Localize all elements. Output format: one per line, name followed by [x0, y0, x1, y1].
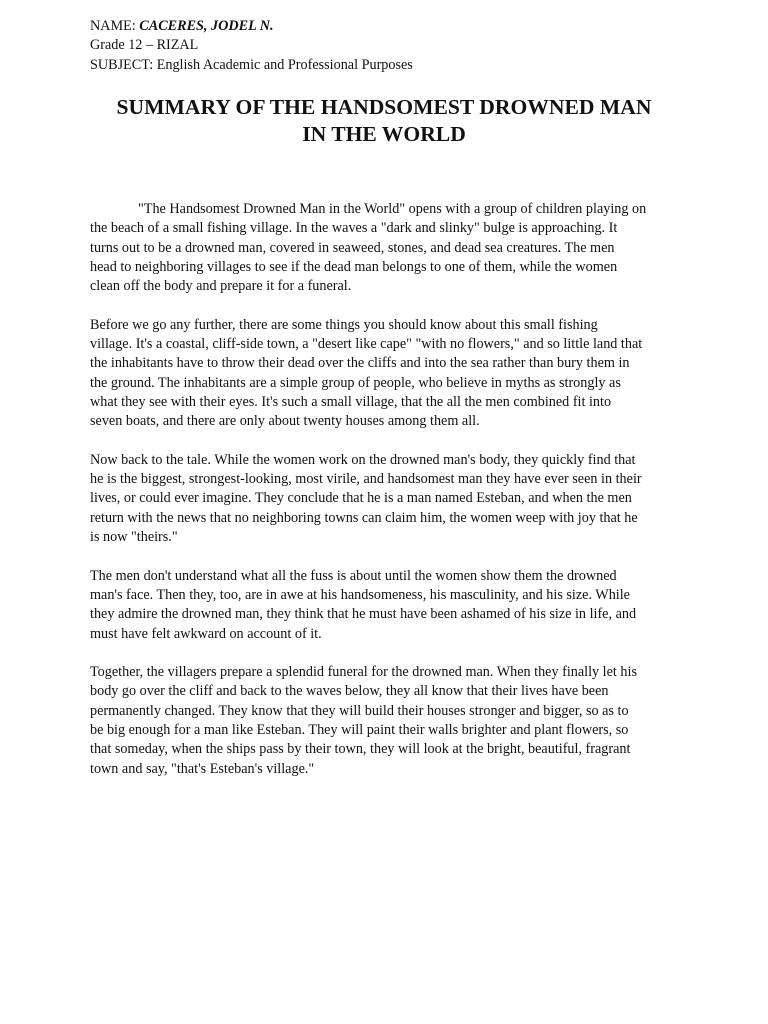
text-line: permanently changed. They know that they will build their houses stronger and bigger, so as to: [90, 702, 629, 719]
text-line: be big enough for a man like Esteban. They will paint their walls brighter and plant flowers, so: [90, 722, 629, 739]
text-line: clean off the body and prepare it for a funeral.: [90, 278, 352, 295]
text-line: they admire the drowned man, they think that he must have been ashamed of his size in life, and: [90, 606, 637, 623]
text-line: turns out to be a drowned man, covered in seaweed, stones, and dead sea creatures. The men: [90, 239, 615, 256]
text-line: seven boats, and there are only about twenty houses among them all.: [90, 413, 480, 430]
text-line: man's face. Then they, too, are in awe at his handsomeness, his masculinity, and his size. While: [90, 586, 630, 603]
text-line: what they see with their eyes. It's such a small village, that the all the men combined fit into: [90, 393, 612, 410]
student-name: CACERES, JODEL N.: [139, 18, 274, 34]
text-line: head to neighboring villages to see if the dead man belongs to one of them, while the women: [90, 258, 618, 275]
document-body: [90, 200, 680, 798]
paragraph-5: [90, 663, 680, 779]
subject-line: SUBJECT: English Academic and Professional Purposes: [90, 56, 413, 73]
grade-line: Grade 12 – RIZAL: [90, 37, 199, 54]
text-line: The men don't understand what all the fuss is about until the women show them the drowned: [90, 567, 617, 584]
text-line: the inhabitants have to throw their dead over the cliffs and into the sea rather than bury them in: [90, 355, 630, 372]
text-line: he is the biggest, strongest-looking, most virile, and handsomest man they have ever seen in their: [90, 471, 642, 488]
document-title: [80, 94, 688, 147]
name-label: NAME:: [90, 18, 140, 34]
text-line: Now back to the tale. While the women work on the drowned man's body, they quickly find that: [90, 451, 636, 468]
text-line: town and say, "that's Esteban's village.": [90, 760, 315, 777]
paragraph-2: [90, 316, 680, 432]
paragraph-1: [90, 200, 680, 296]
paragraph-3: [90, 451, 680, 547]
text-line: body go over the cliff and back to the waves below, they all know that their lives have been: [90, 683, 609, 700]
text-line: the ground. The inhabitants are a simple group of people, who believe in myths as strongly as: [90, 374, 621, 391]
title-line: IN THE WORLD: [302, 121, 466, 146]
text-line: return with the news that no neighboring towns can claim him, the women weep with joy that he: [90, 509, 638, 526]
paragraph-4: [90, 567, 680, 644]
title-line: SUMMARY OF THE HANDSOMEST DROWNED MAN: [116, 95, 652, 119]
text-line: the beach of a small fishing village. In the waves a "dark and slinky" bulge is approaching. It: [90, 220, 618, 237]
text-line: village. It's a coastal, cliff-side town, a "desert like cape" "with no flowers," and so little land that: [90, 336, 643, 353]
text-line: that someday, when the ships pass by their town, they will look at the bright, beautiful, fragrant: [90, 741, 631, 758]
name-line: [90, 17, 690, 36]
text-line: Before we go any further, there are some things you should know about this small fishing: [90, 316, 598, 333]
text-line: Together, the villagers prepare a splendid funeral for the drowned man. When they finally let his: [90, 664, 637, 681]
text-line: is now "theirs.": [90, 529, 178, 546]
text-line: lives, or could ever imagine. They conclude that he is a man named Esteban, and when the men: [90, 490, 632, 507]
text-line: must have felt awkward on account of it.: [90, 625, 322, 642]
document-header: [90, 17, 690, 75]
text-line: "The Handsomest Drowned Man in the World" opens with a group of children playing on: [138, 201, 647, 217]
